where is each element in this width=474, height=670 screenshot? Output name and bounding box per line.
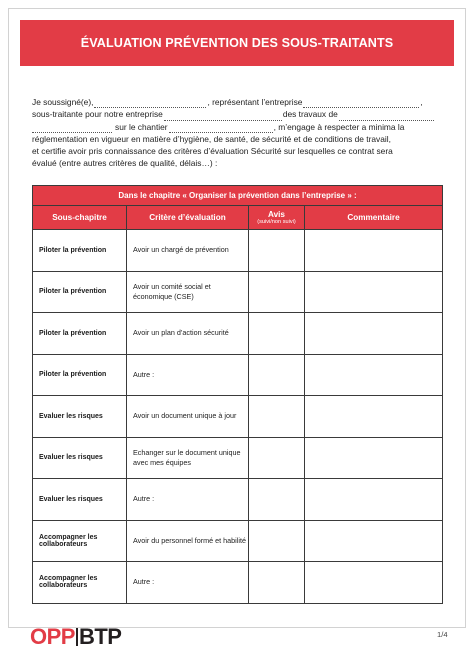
intro-text: , [420,97,423,107]
sous-chapitre-cell: Accompagner les collaborateurs [33,520,127,562]
col-header-avis [249,206,305,230]
critere-cell: Avoir un chargé de prévention [127,230,249,272]
company-blank-field[interactable] [303,98,419,108]
logo-btp: BTP [78,624,122,649]
table-row [33,520,443,562]
commentaire-input-cell[interactable] [305,437,443,479]
col-header-sous-chapitre: Sous-chapitre [33,206,127,230]
chapter-header-row [33,186,443,206]
critere-cell: Avoir un document unique à jour [127,396,249,438]
critere-cell: Avoir un comité social et économique (CSE) [127,271,249,313]
table-row [33,479,443,521]
critere-cell: Avoir un plan d’action sécurité [127,313,249,355]
table-row [33,396,443,438]
table-row [33,230,443,272]
contractor-blank-field[interactable] [164,111,282,121]
column-header-row [33,206,443,230]
avis-input-cell[interactable] [249,479,305,521]
sous-chapitre-cell: Accompagner les collaborateurs [33,562,127,604]
avis-input-cell[interactable] [249,271,305,313]
avis-input-cell[interactable] [249,313,305,355]
sous-chapitre-cell: Piloter la prévention [33,313,127,355]
avis-input-cell[interactable] [249,354,305,396]
logo-opp: OPP [30,624,75,649]
works-blank-field[interactable] [339,111,434,121]
site-blank-field[interactable] [169,123,273,133]
commentaire-input-cell[interactable] [305,479,443,521]
sous-chapitre-cell: Evaluer les risques [33,437,127,479]
col-header-avis-label: Avis [268,210,285,219]
table-row [33,313,443,355]
avis-input-cell[interactable] [249,562,305,604]
intro-text: réglementation en vigueur en matière d’hygiène, de santé, de sécurité et de conditions de travail, [32,133,391,144]
page-number: 1/4 [437,630,448,639]
commentaire-input-cell[interactable] [305,520,443,562]
avis-input-cell[interactable] [249,520,305,562]
works-blank-field-continued[interactable] [32,123,112,133]
sous-chapitre-cell: Evaluer les risques [33,479,127,521]
table-row [33,437,443,479]
critere-cell: Avoir du personnel formé et habilité [127,520,249,562]
sous-chapitre-cell: Evaluer les risques [33,396,127,438]
intro-text: , représentant l’entreprise [207,97,303,107]
commentaire-input-cell[interactable] [305,396,443,438]
page-title: ÉVALUATION PRÉVENTION DES SOUS-TRAITANTS [80,36,394,50]
intro-text: Je soussigné(e), [32,97,94,107]
name-blank-field[interactable] [94,98,206,108]
col-header-commentaire: Commentaire [305,206,443,230]
intro-text: des travaux de [282,109,338,120]
sous-chapitre-cell: Piloter la prévention [33,354,127,396]
table-row [33,562,443,604]
logo-separator [76,628,78,646]
commentaire-input-cell[interactable] [305,562,443,604]
intro-text: , m’engage à respecter a minima la [273,121,405,132]
title-banner [20,20,454,66]
avis-input-cell[interactable] [249,230,305,272]
intro-text: et certifie avoir pris connaissance des critères d’évaluation Sécurité sur lesquelles ce contrat sera [32,146,393,157]
commentaire-input-cell[interactable] [305,354,443,396]
critere-cell: Autre : [127,562,249,604]
col-header-critere: Critère d’évaluation [127,206,249,230]
commentaire-input-cell[interactable] [305,271,443,313]
table-row [33,271,443,313]
commentaire-input-cell[interactable] [305,313,443,355]
opp-btp-logo [30,624,121,650]
intro-text: sur le chantier [115,121,168,132]
critere-cell: Autre : [127,354,249,396]
intro-text: sous-traitante pour notre entreprise [32,109,163,120]
sous-chapitre-cell: Piloter la prévention [33,230,127,272]
commentaire-input-cell[interactable] [305,230,443,272]
col-header-avis-sublabel: (suivi/non suivi) [257,219,296,225]
critere-cell: Echanger sur le document unique avec mes équipes [127,437,249,479]
intro-paragraph [32,96,446,170]
evaluation-table [32,185,443,604]
chapter-header: Dans le chapitre « Organiser la prévention dans l’entreprise » : [33,186,443,206]
critere-cell: Autre : [127,479,249,521]
intro-text: évalué (entre autres critères de qualité, délais…) : [32,158,218,169]
table-row [33,354,443,396]
avis-input-cell[interactable] [249,396,305,438]
sous-chapitre-cell: Piloter la prévention [33,271,127,313]
avis-input-cell[interactable] [249,437,305,479]
